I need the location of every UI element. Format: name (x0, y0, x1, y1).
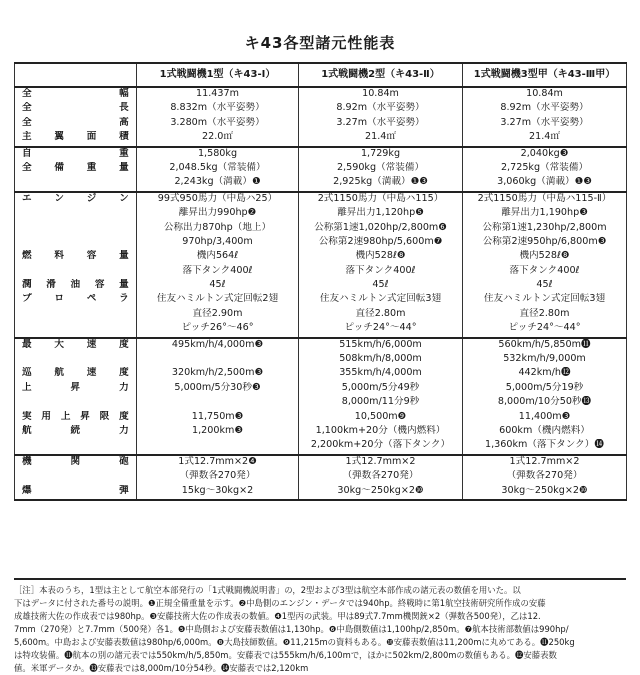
cell-value: 公称第1速1,020hp/2,800m❻ (314, 221, 447, 233)
page-title: キ43各型諸元性能表 (244, 34, 396, 52)
note-line: 成雄技術大佐の作成表では980hp。❸安藤技術大佐の作成表の数値。❹1型丙の武装。甲は89式7.7mm機関銃×2（弾数各500発），乙は12. (14, 611, 541, 621)
cell-value: 1,100km+20分（機内燃料） (315, 424, 446, 436)
spec-group-row (15, 455, 627, 500)
cell-value: 45ℓ (536, 279, 553, 291)
row-label (18, 176, 133, 190)
value-cell (299, 192, 463, 338)
value-cell (463, 455, 627, 500)
value-cell (137, 338, 299, 455)
cell-value: （弾数各270発） (342, 470, 419, 482)
column-header: 1式戦闘機1型（キ43-Ⅰ） (137, 63, 299, 87)
cell-value: 1式12.7mm×2❹ (178, 455, 257, 467)
row-label (18, 439, 133, 453)
cell-value: 8.92m（水平姿勢） (500, 102, 589, 114)
cell-value: 355km/h/4,000m (339, 367, 422, 379)
value-cell (137, 192, 299, 338)
cell-value: 離昇出力1,120hp❺ (337, 207, 424, 219)
row-label: 潤 滑 油 容 量 (22, 279, 129, 291)
cell-value: 落下タンク400ℓ (345, 264, 416, 276)
row-label: 機 関 砲 (22, 455, 129, 467)
value-cell (299, 338, 463, 455)
cell-value: 532km/h/9,000m (503, 353, 586, 365)
table-header-row (15, 63, 627, 87)
cell-value: （弾数各270発） (506, 470, 583, 482)
row-label-cell (15, 87, 137, 147)
value-cell (463, 147, 627, 192)
value-cell (463, 338, 627, 455)
spec-group-row (15, 147, 627, 192)
cell-value: 離昇出力1,190hp❸ (501, 207, 588, 219)
cell-value: 2,590kg（常装備） (336, 161, 425, 173)
cell-value: 495km/h/4,000m❸ (171, 338, 264, 350)
spec-group-row (15, 87, 627, 147)
row-label: 燃 料 容 量 (22, 250, 129, 262)
cell-value: 機内528ℓ❽ (519, 250, 570, 262)
cell-value: 10.84m (362, 88, 399, 99)
cell-value: 公称出力870hp（地上） (163, 221, 272, 233)
cell-value: 970hp/3,400m (182, 235, 253, 247)
cell-value: 機内564ℓ (196, 250, 239, 262)
row-label: 実用上昇限度 (22, 410, 129, 422)
row-label: エ ン ジ ン (22, 192, 129, 204)
value-cell (299, 455, 463, 500)
cell-value: 560km/h/5,850m⓫ (498, 338, 591, 350)
cell-value: ピッチ24°〜44° (344, 322, 417, 334)
row-label-cell (15, 147, 137, 192)
row-label: 全 備 重 量 (22, 161, 129, 173)
cell-value: 3.27m（水平姿勢） (336, 116, 425, 128)
row-label-cell (15, 455, 137, 500)
spec-group-row (15, 192, 627, 338)
value-cell (299, 87, 463, 147)
cell-value: 30kg〜250kg×2❿ (501, 484, 588, 496)
cell-value: 21.4㎡ (529, 131, 560, 143)
cell-value: 離昇出力990hp❷ (178, 207, 257, 219)
cell-value: 落下タンク400ℓ (509, 264, 580, 276)
column-header: 1式戦闘機3型甲（キ43-Ⅲ甲） (463, 63, 627, 87)
cell-value: 3.27m（水平姿勢） (500, 116, 589, 128)
row-label: 自 重 (22, 147, 129, 159)
cell-value (140, 439, 295, 453)
note-line: 値。米軍データか。⓭安藤表では8,000m/10分54秒。⓮安藤表では2,120km (14, 663, 309, 673)
row-label-cell (15, 192, 137, 338)
value-cell (137, 147, 299, 192)
cell-value: 直径2.80m (355, 307, 406, 319)
row-label (18, 265, 133, 279)
cell-value: 住友ハミルトン式定回転2翅 (156, 293, 279, 305)
cell-value: 住友ハミルトン式定回転3翅 (319, 293, 442, 305)
cell-value (140, 396, 295, 410)
cell-value: 15kg〜30kg×2 (181, 484, 254, 496)
cell-value: 10.84m (526, 88, 563, 99)
row-label: 爆 弾 (22, 484, 129, 496)
row-label: 巡 航 速 度 (22, 367, 129, 379)
cell-value: 公称第1速1,230hp/2,800m (482, 221, 607, 233)
value-cell (299, 147, 463, 192)
cell-value: 2,243kg（満載）❶ (174, 176, 261, 188)
cell-value: 8.92m（水平姿勢） (336, 102, 425, 114)
row-label: 最 大 速 度 (22, 338, 129, 350)
cell-value: 2式1150馬力（中島ハ115-Ⅱ） (477, 192, 612, 204)
cell-value: 2,200km+20分（落下タンク） (310, 439, 451, 451)
row-label: 航 続 力 (22, 424, 129, 436)
cell-value: ピッチ24°〜44° (508, 322, 581, 334)
cell-value: 8.832m（水平姿勢） (170, 102, 265, 114)
cell-value: 5,000m/5分49秒 (341, 381, 420, 393)
cell-value: 8,000m/11分9秒 (341, 396, 420, 408)
cell-value: 5,000m/5分19秒 (505, 381, 584, 393)
cell-value: 1式12.7mm×2 (345, 455, 416, 467)
cell-value: 8,000m/10分50秒⓭ (497, 396, 592, 408)
row-label (18, 470, 133, 484)
cell-value: 機内528ℓ❽ (355, 250, 406, 262)
note-line: は特攻装備。⓫航本の別の諸元表では550km/h/5,850m。安藤表では555km/h/6,100mで，ほかに502km/2,800mの数値もある。⓬安藤表数 (14, 650, 557, 660)
row-label: 全 高 (22, 116, 129, 128)
value-cell (463, 192, 627, 338)
row-label (18, 322, 133, 336)
row-label: 全 幅 (22, 88, 129, 99)
row-label-cell (15, 338, 137, 455)
cell-value: 11,750m❸ (191, 410, 244, 422)
cell-value: 30kg〜250kg×2❿ (337, 484, 424, 496)
cell-value: 3,060kg（満載）❶❸ (497, 176, 592, 188)
cell-value: 508km/h/8,000m (339, 353, 422, 365)
cell-value: 1,580kg (197, 147, 238, 159)
column-header: 1式戦闘機2型（キ43-Ⅱ） (299, 63, 463, 87)
cell-value: 10,500m❾ (354, 410, 407, 422)
note-line: ［注］本表のうち，1型は主として航空本部発行の「1式戦闘機説明書」の，2型および3型は航空本部作成の諸元表の数値を用いた。以 (14, 585, 521, 595)
cell-value: 2,725kg（常装備） (500, 161, 589, 173)
cell-value (140, 353, 295, 367)
row-label: 全 長 (22, 102, 129, 114)
cell-value: 2式1150馬力（中島ハ115） (317, 192, 444, 204)
cell-value: 22.0㎡ (202, 131, 233, 143)
cell-value: 1,200km❸ (192, 424, 243, 436)
spec-body (15, 87, 627, 500)
row-label (18, 222, 133, 236)
value-cell (137, 455, 299, 500)
note-line: 5,600m。中島および安藤表数値は980hp/6,000m。❽大島技師数値。❾11,215mの資料もある。❿安藤表数値は11,200mに丸めてある。⓫250kg (14, 637, 575, 647)
value-cell (463, 87, 627, 147)
cell-value: 2,925kg（満載）❶❸ (333, 176, 428, 188)
cell-value: 直径2.80m (519, 307, 570, 319)
spec-group-row (15, 338, 627, 455)
cell-value: ピッチ26°〜46° (181, 322, 254, 334)
cell-value: 公称第2速950hp/6,800m❸ (482, 235, 607, 247)
spec-table (14, 62, 627, 501)
row-label (18, 207, 133, 221)
row-label (18, 308, 133, 322)
cell-value: 515km/h/6,000m (339, 338, 422, 350)
cell-value: 5,000m/5分30秒❸ (174, 381, 261, 393)
note-line: 7mm（270発）と7.7mm（500発）各1。❺中島側および安藤表数値は1,130hp。❻中島側数値は1,100hp/2,850m。❼航本技術部数値は990hp/ (14, 624, 569, 634)
cell-value: 直径2.90m (192, 307, 243, 319)
row-label (18, 236, 133, 250)
cell-value: 45ℓ (372, 279, 389, 291)
cell-value: 21.4㎡ (365, 131, 396, 143)
cell-value: 公称第2速980hp/5,600m❼ (318, 235, 443, 247)
row-label: 主 翼 面 積 (22, 131, 129, 143)
cell-value: 442km/h⓬ (518, 367, 571, 379)
header-corner (15, 63, 137, 87)
row-label: 上 昇 力 (22, 381, 129, 393)
cell-value: 落下タンク400ℓ (182, 264, 253, 276)
cell-value: 2,048.5kg（常装備） (169, 161, 266, 173)
cell-value: 1式12.7mm×2 (509, 455, 580, 467)
row-label (18, 396, 133, 410)
notes-block (14, 578, 626, 675)
cell-value: 600km（機内燃料） (499, 424, 590, 436)
cell-value: 住友ハミルトン式定回転3翅 (483, 293, 606, 305)
cell-value: 11.437m (196, 88, 239, 99)
cell-value: 320km/h/2,500m❸ (171, 367, 264, 379)
cell-value: 1,729kg (360, 147, 401, 159)
row-label: プ ロ ペ ラ (22, 293, 129, 305)
cell-value: 45ℓ (209, 279, 226, 291)
cell-value: 2,040kg❸ (520, 147, 569, 159)
cell-value: 11,400m❸ (518, 410, 571, 422)
cell-value: （弾数各270発） (179, 470, 256, 482)
cell-value: 1,360km（落下タンク）⓮ (485, 439, 604, 451)
value-cell (137, 87, 299, 147)
cell-value: 99式950馬力（中島ハ25） (157, 192, 278, 204)
note-line: 下はデータに付された番号の説明。❶正規全備重量を示す。❷中島側のエンジン・データでは940hp。終戦時に第1航空技術研究所作成の安藤 (14, 598, 546, 608)
row-label (18, 353, 133, 367)
cell-value: 3.280m（水平姿勢） (170, 116, 265, 128)
